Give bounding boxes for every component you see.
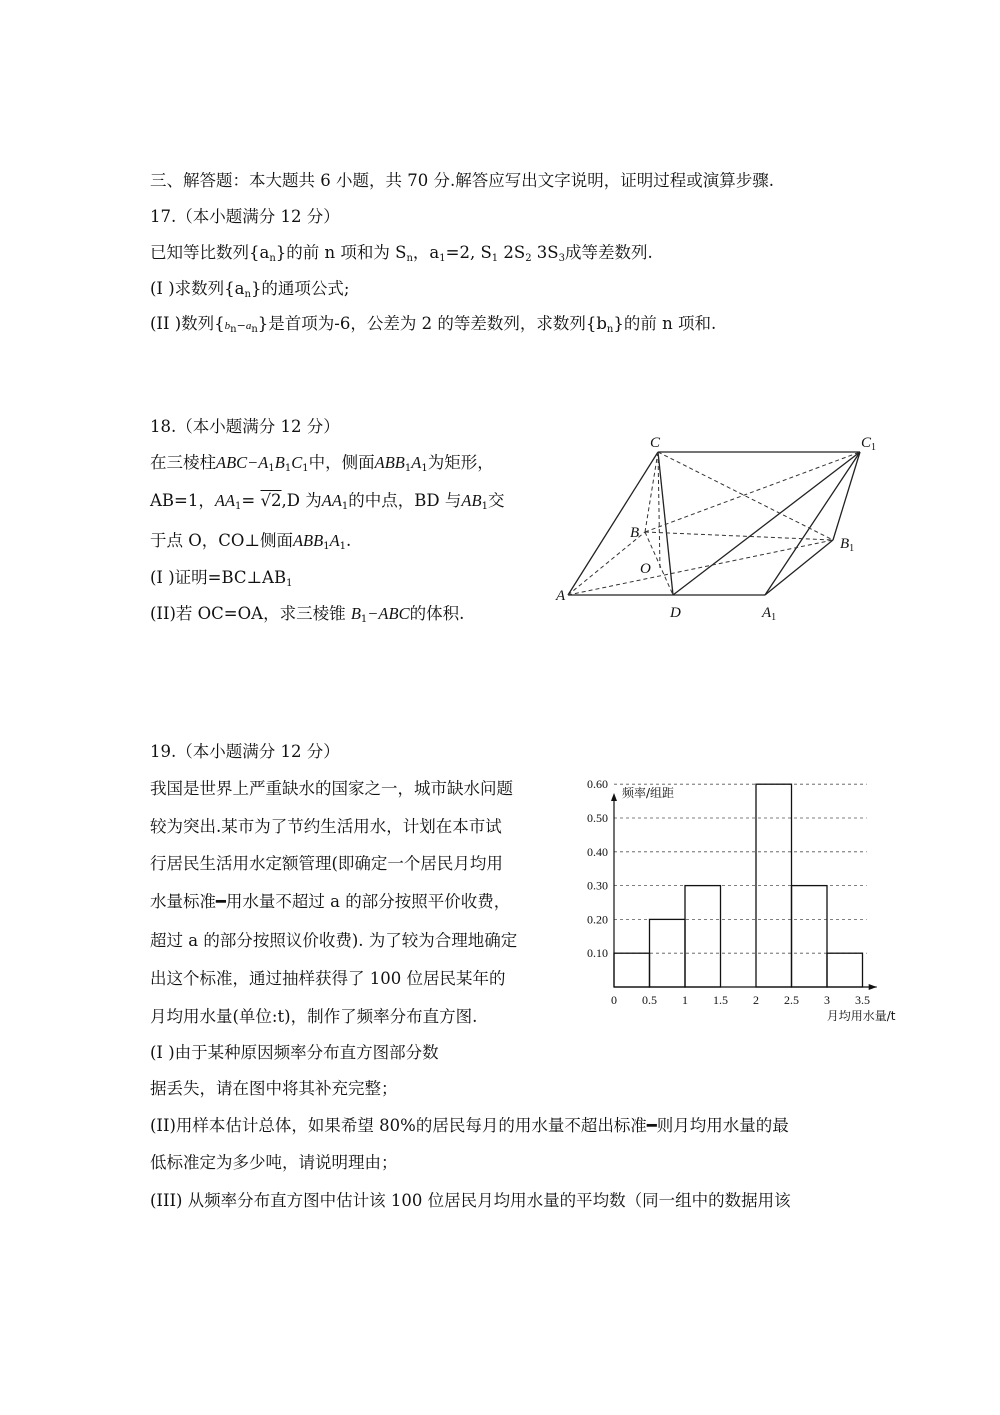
q18-part1: (I )证明$=BC\perp AB_1$ bbox=[150, 568, 293, 589]
label-O: O bbox=[640, 561, 651, 577]
x-tick-label: 0.5 bbox=[642, 993, 657, 1007]
label-B1: $B_1$ bbox=[840, 536, 855, 554]
x-axis-arrow bbox=[869, 984, 877, 990]
q18-line1: 在三棱柱$ABC-A_1B_1C_1$中，侧面$ABB_1A_1$为矩形， bbox=[150, 453, 494, 474]
q17-number: 17.（本小题满分 12 分） bbox=[150, 207, 340, 226]
label-B: B bbox=[630, 525, 640, 541]
q19-line-4: 超过 a 的部分按照议价收费). 为了较为合理地确定 bbox=[150, 931, 518, 950]
y-tick-label: 0.30 bbox=[587, 878, 608, 893]
q18-number: 18.（本小题满分 12 分） bbox=[150, 417, 340, 436]
x-axis-title: 月均用水量/t bbox=[826, 1009, 896, 1023]
histogram-bar bbox=[792, 886, 828, 987]
label-A: A bbox=[556, 588, 566, 604]
q19-part1-line1: (I )由于某种原因频率分布直方图部分数 bbox=[150, 1043, 439, 1062]
x-tick-label: 3 bbox=[824, 993, 830, 1007]
q19-part2-line2: 低标准定为多少吨，请说明理由； bbox=[150, 1153, 398, 1172]
x-tick-label: 1.5 bbox=[713, 993, 728, 1007]
y-tick-label: 0.20 bbox=[587, 912, 608, 927]
q18-line3: 于点 O，CO⊥侧面$ABB_1A_1$. bbox=[150, 531, 352, 552]
q19-line-2: 行居民生活用水定额管理(即确定一个居民月均用 bbox=[150, 854, 503, 873]
histogram-bar bbox=[685, 886, 721, 987]
q19-line-0: 我国是世界上严重缺水的国家之一，城市缺水问题 bbox=[150, 779, 513, 798]
q19-line-6: 月均用水量(单位:t)，制作了频率分布直方图. bbox=[150, 1007, 478, 1026]
y-tick-label: 0.40 bbox=[587, 844, 608, 859]
label-A1: $A_1$ bbox=[762, 605, 777, 623]
prism-figure bbox=[550, 430, 890, 630]
x-tick-label: 3.5 bbox=[855, 993, 870, 1007]
histogram-bar bbox=[650, 919, 686, 987]
q19-line-5: 出这个标准，通过抽样获得了 100 位居民某年的 bbox=[150, 969, 506, 988]
y-axis-arrow bbox=[611, 793, 617, 801]
q17-stem: 已知等比数列$\{a_n\}$的前 n 项和为 $S_n$，$a_1=2$, $S_1$ $2S_2$ $3S_3$成等差数列. bbox=[150, 243, 653, 264]
q19-line-1: 较为突出.某市为了节约生活用水，计划在本市试 bbox=[150, 817, 502, 836]
q19-part1-line2: 据丢失，请在图中将其补充完整； bbox=[150, 1079, 398, 1098]
label-C: C bbox=[650, 435, 661, 451]
frequency-histogram bbox=[570, 777, 896, 1025]
q17-part1: (I )求数列$\{a_n\}$的通项公式; bbox=[150, 279, 350, 300]
x-tick-label: 2.5 bbox=[784, 993, 799, 1007]
x-tick-label: 0 bbox=[611, 993, 617, 1007]
histogram-bar bbox=[827, 953, 863, 987]
y-axis-title: 频率/组距 bbox=[622, 786, 675, 800]
label-D: D bbox=[670, 605, 681, 621]
label-C1: $C_1$ bbox=[861, 435, 877, 453]
q19-part3-line1: (III) 从频率分布直方图中估计该 100 位居民月均用水量的平均数（同一组中的数据用该 bbox=[150, 1191, 791, 1210]
x-tick-label: 1 bbox=[682, 993, 688, 1007]
y-tick-label: 0.10 bbox=[587, 946, 608, 961]
histogram-bar bbox=[756, 784, 792, 987]
q19-line-3: 水量标准━用水量不超过 a 的部分按照平价收费， bbox=[150, 892, 511, 911]
q19-number: 19.（本小题满分 12 分） bbox=[150, 742, 340, 761]
q18-line2: AB=1，$AA_1= √2,D$ 为$AA_1$的中点，BD 与$AB_1$交 bbox=[150, 491, 505, 512]
q19-part2-line1: (II)用样本估计总体，如果希望 80%的居民每月的用水量不超出标准━则月均用水量的最 bbox=[150, 1116, 789, 1135]
y-tick-label: 0.50 bbox=[587, 811, 608, 825]
x-tick-label: 2 bbox=[753, 993, 759, 1007]
section-header: 三、解答题：本大题共 6 小题，共 70 分.解答应写出文字说明，证明过程或演算步骤. bbox=[150, 171, 774, 190]
q18-part2: (II)若 OC=OA，求三棱锥 $B_1-ABC$的体积. bbox=[150, 604, 465, 625]
histogram-bar bbox=[614, 953, 650, 987]
y-tick-label: 0.60 bbox=[587, 777, 608, 792]
q17-part2: (II )数列$\{b_n-a_n\}$是首项为-6，公差为 2 的等差数列，求数列$\{b_n\}$的前 n 项和. bbox=[150, 314, 717, 335]
